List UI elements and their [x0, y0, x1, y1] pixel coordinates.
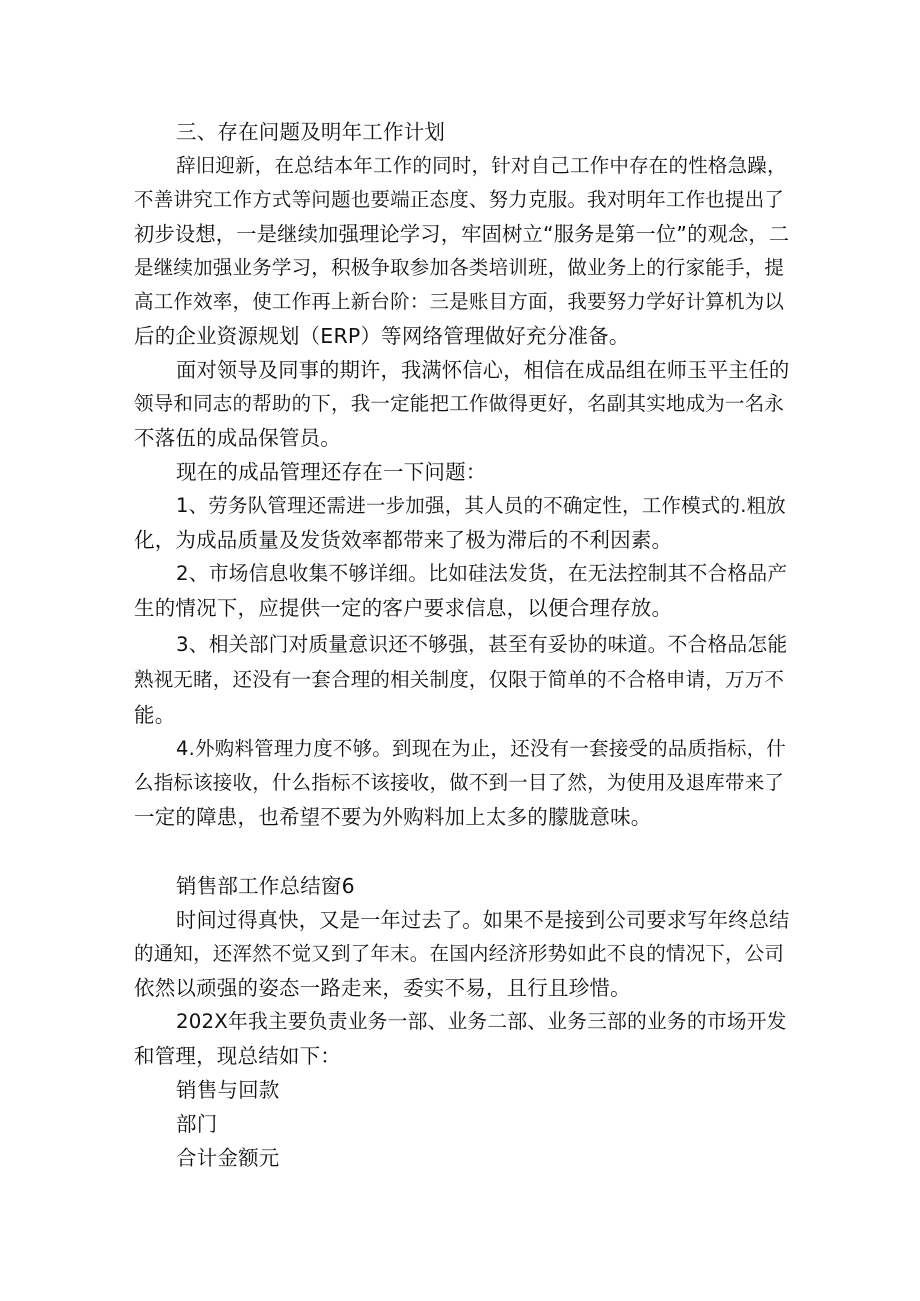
paragraph-line: 不善讲究工作方式等问题也要端正态度、努力克服。我对明年工作也提出了 [134, 188, 785, 211]
paragraph-line: 领导和同志的帮助的下，我一定能把工作做得更好，名副其实地成为一名永 [134, 392, 785, 415]
paragraph-line: 高工作效率，使工作再上新台阶：三是账目方面，我要努力学好计算机为以 [134, 290, 785, 313]
section-heading: 三、存在问题及明年工作计划 [176, 120, 446, 144]
table-label-line: 合计金额元 [176, 1146, 280, 1170]
paragraph-line: 和管理，现总结如下： [134, 1044, 341, 1068]
list-item-line: 3、相关部门对质量意识还不够强，甚至有妥协的味道。不合格品怎能 [176, 633, 788, 656]
list-item-line: 能。 [134, 703, 176, 727]
list-item-line: 2、市场信息收集不够详细。比如硅法发货，在无法控制其不合格品产 [176, 562, 788, 585]
list-item-line: 么指标该接收，什么指标不该接收，做不到一目了然，为使用及退库带来了 [134, 771, 785, 794]
paragraph-line: 现在的成品管理还存在一下问题： [176, 460, 487, 484]
list-item-line: 一定的障患，也希望不要为外购料加上太多的朦胧意味。 [134, 805, 652, 829]
table-label-line: 销售与回款 [176, 1078, 280, 1102]
section-title: 销售部工作总结窗6 [176, 874, 355, 898]
paragraph-line: 后的企业资源规划（ERP）等网络管理做好充分准备。 [134, 324, 630, 348]
paragraph-line: 辞旧迎新，在总结本年工作的同时，针对自己工作中存在的性格急躁， [176, 154, 787, 177]
paragraph-line: 的通知，还浑然不觉又到了年末。在国内经济形势如此不良的情况下，公司 [134, 942, 785, 965]
paragraph-line: 面对领导及同事的期许，我满怀信心，相信在成品组在师玉平主任的 [176, 358, 790, 382]
paragraph-line: 时间过得真快，又是一年过去了。如果不是接到公司要求写年终总结 [176, 908, 790, 932]
list-item-line: 化，为成品质量及发货效率都带来了极为滞后的不利因素。 [134, 528, 673, 552]
list-item-line: 熟视无睹，还没有一套合理的相关制度，仅限于简单的不合格申请，万万不 [134, 668, 785, 691]
paragraph-line: 是继续加强业务学习，积极争取参加各类培训班，做业务上的行家能手，提 [134, 256, 785, 279]
list-item-line: 1、劳务队管理还需进一步加强，其人员的不确定性，工作模式的.粗放 [176, 494, 787, 517]
paragraph-line: 202X年我主要负责业务一部、业务二部、业务三部的业务的市场开发 [176, 1010, 787, 1033]
table-label-line: 部门 [176, 1112, 218, 1136]
paragraph-line: 初步设想，一是继续加强理论学习，牢固树立“服务是第一位”的观念，二 [134, 222, 790, 246]
list-item-line: 4.外购料管理力度不够。到现在为止，还没有一套接受的品质指标，什 [176, 737, 787, 760]
list-item-line: 生的情况下，应提供一定的客户要求信息，以便合理存放。 [134, 596, 673, 620]
paragraph-line: 不落伍的成品保管员。 [134, 426, 341, 450]
paragraph-line: 依然以顽强的姿态一路走来，委实不易，且行且珍惜。 [134, 976, 631, 1000]
